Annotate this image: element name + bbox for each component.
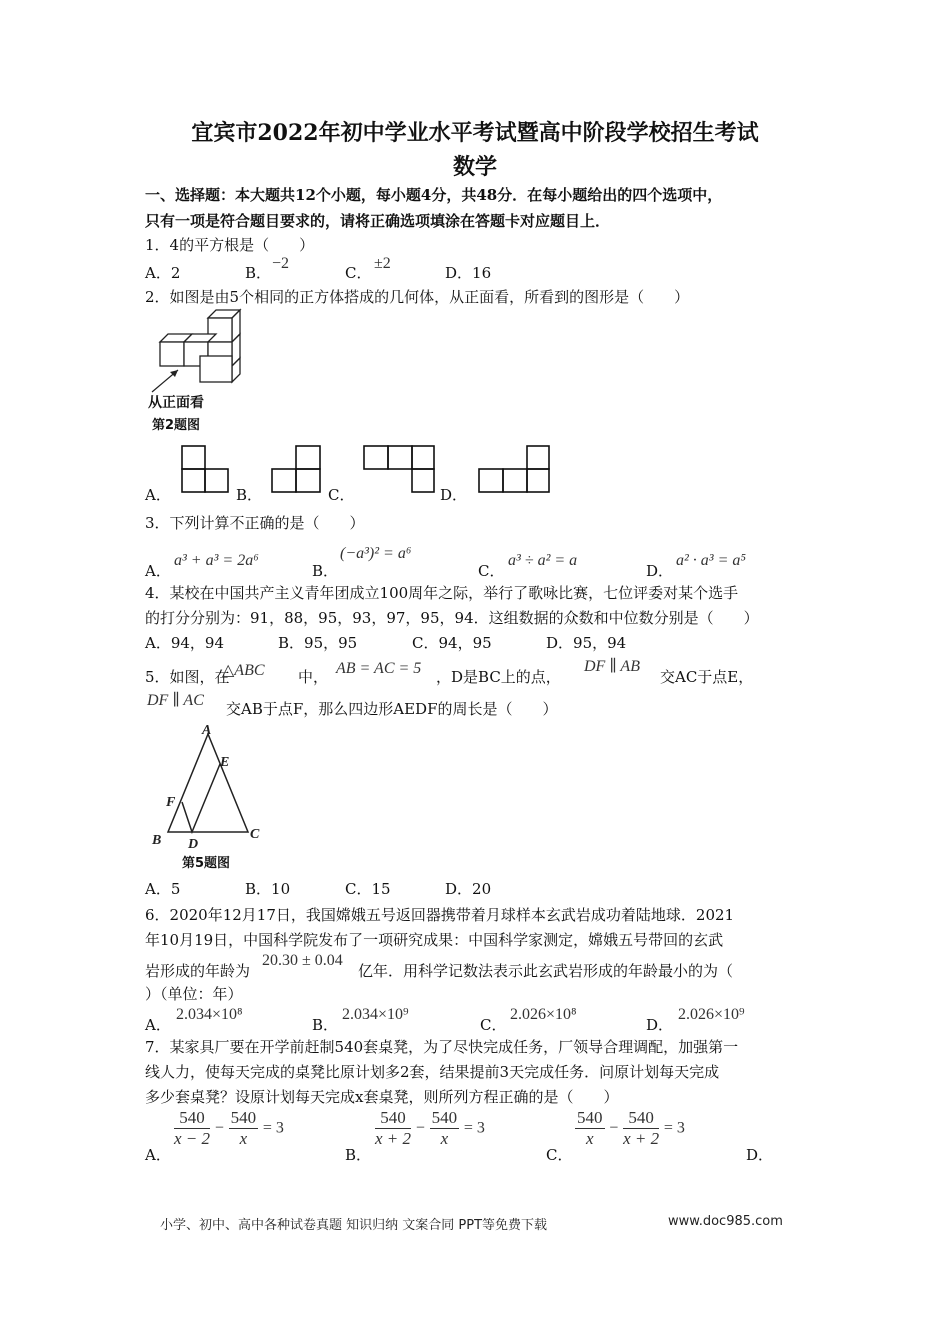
q5-fig-label-e: E — [220, 755, 230, 770]
q6-line3-part1: 岩形成的年龄为 — [145, 962, 251, 980]
q3-option-b-label: B． — [312, 562, 339, 580]
q1-option-a: A．2 — [145, 264, 181, 282]
q5-math-df-ab: DF ∥ AB — [584, 658, 640, 675]
q2-option-a-figure — [180, 444, 230, 494]
q7-option-d-label: D． — [746, 1146, 774, 1164]
q7-line1: 7．某家具厂要在开学前赶制540套桌凳，为了尽快完成任务，厂领导合理调配，加强第一 — [145, 1038, 739, 1056]
q7-option-a-equation — [174, 1108, 284, 1149]
q3-option-c-label: C． — [478, 562, 505, 580]
q7-c-equals: = 3 — [663, 1119, 685, 1137]
q7-option-c-equation — [575, 1108, 685, 1149]
q6-option-d-label: D． — [646, 1016, 674, 1034]
q5-option-b: B．10 — [245, 880, 291, 898]
q4-option-b: B．95，95 — [278, 634, 358, 652]
q6-line3-part2: 亿年．用科学记数法表示此玄武岩形成的年龄最小的为（ — [358, 962, 734, 980]
q1-option-b-math: −2 — [272, 255, 290, 272]
q1-stem: 1．4的平方根是（ ） — [145, 236, 315, 254]
section-heading-line2: 只有一项是符合题目要求的，请将正确选项填涂在答题卡对应题目上． — [145, 212, 611, 230]
q2-option-b-label: B． — [236, 486, 263, 504]
q7-a-numerator-1: 540 — [174, 1108, 210, 1129]
q7-option-c-label: C． — [546, 1146, 573, 1164]
q3-option-c-math: a³ ÷ a² = a — [508, 552, 578, 569]
q1-option-c-math: ±2 — [374, 255, 391, 272]
footer-url[interactable]: www.doc985.com — [668, 1214, 783, 1229]
q7-a-equals: = 3 — [262, 1119, 284, 1137]
q7-a-numerator-2: 540 — [230, 1108, 257, 1127]
q3-option-d-label: D． — [646, 562, 674, 580]
q4-option-a: A．94，94 — [145, 634, 225, 652]
q6-line1: 6．2020年12月17日，我国嫦娥五号返回器携带着月球样本玄武岩成功着陆地球．2021 — [145, 906, 735, 924]
q6-option-b-math: 2.034×10⁹ — [342, 1006, 409, 1023]
q7-c-minus: − — [609, 1119, 619, 1137]
q7-b-numerator-1: 540 — [375, 1108, 411, 1129]
q1-option-d: D．16 — [445, 264, 492, 282]
subject-title: 数学 — [452, 154, 497, 180]
q2-option-d-figure — [477, 444, 552, 494]
q4-option-c: C．94，95 — [412, 634, 492, 652]
q5-fig-label-c: C — [250, 827, 260, 842]
q2-stem: 2．如图是由5个相同的正方体搭成的几何体，从正面看，所看到的图形是（ ） — [145, 288, 690, 306]
q6-line2: 年10月19日，中国科学院发布了一项研究成果：中国科学家测定，嫦娥五号带回的玄武 — [145, 931, 724, 949]
q5-option-c: C．15 — [345, 880, 391, 898]
q5-fig-label-b: B — [152, 833, 162, 848]
q7-b-denominator-1: x + 2 — [375, 1129, 412, 1148]
q7-option-b-label: B． — [345, 1146, 372, 1164]
q2-option-a-label: A． — [145, 486, 171, 504]
q4-stem-line2: 的打分分别为：91，88，95，93，97，95，94．这组数据的众数和中位数分别是（ ） — [145, 609, 759, 627]
q3-option-a-label: A． — [145, 562, 171, 580]
q4-stem-line1: 4．某校在中国共产主义青年团成立100周年之际，举行了歌咏比赛，七位评委对某个选手 — [145, 584, 739, 602]
q5-fig-label-f: F — [166, 795, 176, 810]
q6-option-d-math: 2.026×10⁹ — [678, 1006, 745, 1023]
q6-option-c-label: C． — [480, 1016, 507, 1034]
q5-math-df-ac: DF ∥ AC — [147, 692, 204, 709]
q3-option-a-math: a³ + a³ = 2a⁶ — [174, 552, 259, 569]
q7-line3: 多少套桌凳？设原计划每天完成x套桌凳，则所列方程正确的是（ ） — [145, 1088, 619, 1106]
q6-line3-math: 20.30 ± 0.04 — [262, 952, 343, 969]
q6-line4: ）（单位：年） — [145, 985, 243, 1003]
exam-title: 宜宾市2022年初中学业水平考试暨高中阶段学校招生考试 — [191, 120, 759, 146]
q7-option-a-label: A． — [145, 1146, 171, 1164]
q7-c-denominator-1: x — [585, 1129, 594, 1148]
q6-option-a-label: A． — [145, 1016, 171, 1034]
q1-option-b-label: B． — [245, 264, 272, 282]
q6-option-c-math: 2.026×10⁸ — [510, 1006, 577, 1023]
q7-c-denominator-2: x + 2 — [623, 1129, 660, 1148]
q5-stem-part3: ，D是BC上的点， — [436, 668, 561, 686]
q7-b-numerator-2: 540 — [431, 1108, 458, 1127]
q4-option-d: D．95，94 — [546, 634, 627, 652]
q5-math-triangle: △ABC — [222, 662, 265, 679]
q5-fig-label-d: D — [188, 837, 199, 852]
q5-fig-label-a: A — [202, 723, 212, 738]
q2-option-d-label: D． — [440, 486, 468, 504]
q3-stem: 3．下列计算不正确的是（ ） — [145, 514, 365, 532]
q3-option-d-math: a² · a³ = a⁵ — [676, 552, 746, 569]
q6-option-a-math: 2.034×10⁸ — [176, 1006, 243, 1023]
q6-option-b-label: B． — [312, 1016, 339, 1034]
q7-a-minus: − — [214, 1119, 224, 1137]
q7-c-numerator-2: 540 — [623, 1108, 659, 1129]
q7-a-denominator-1: x − 2 — [174, 1129, 211, 1148]
q7-b-minus: − — [415, 1119, 425, 1137]
q5-triangle-figure — [150, 722, 270, 852]
q5-option-d: D．20 — [445, 880, 492, 898]
q5-math-ab-ac: AB = AC = 5 — [336, 660, 422, 677]
q5-stem-part5: 交AB于点F，那么四边形AEDF的周长是（ ） — [226, 700, 558, 718]
q5-figure-caption: 第5题图 — [182, 856, 231, 871]
q5-stem-part2: 中， — [298, 668, 329, 686]
q1-option-c-label: C． — [345, 264, 372, 282]
q7-b-denominator-2: x — [440, 1129, 449, 1148]
q2-figure-view-caption: 从正面看 — [148, 395, 204, 411]
q5-stem-part4: 交AC于点E， — [660, 668, 754, 686]
q7-b-equals: = 3 — [463, 1119, 485, 1137]
q7-c-numerator-1: 540 — [577, 1108, 603, 1127]
q2-option-b-figure — [270, 444, 325, 494]
q2-option-c-label: C． — [328, 486, 355, 504]
q7-a-denominator-2: x — [239, 1129, 248, 1148]
q7-line2: 线人力，使每天完成的桌凳比原计划多2套，结果提前3天完成任务．问原计划每天完成 — [145, 1063, 720, 1081]
q5-option-a: A．5 — [145, 880, 181, 898]
q5-stem-part1: 5．如图，在 — [145, 668, 230, 686]
q7-option-b-equation — [375, 1108, 485, 1149]
q2-figure-number-caption: 第2题图 — [152, 418, 201, 433]
section-heading-line1: 一、选择题：本大题共12个小题，每小题4分，共48分．在每小题给出的四个选项中， — [145, 186, 723, 204]
q3-option-b-math: (−a³)² = a⁶ — [340, 545, 412, 562]
q2-option-c-figure — [362, 444, 437, 494]
footer-text: 小学、初中、高中各种试卷真题 知识归纳 文案合同 PPT等免费下载 — [160, 1218, 548, 1233]
